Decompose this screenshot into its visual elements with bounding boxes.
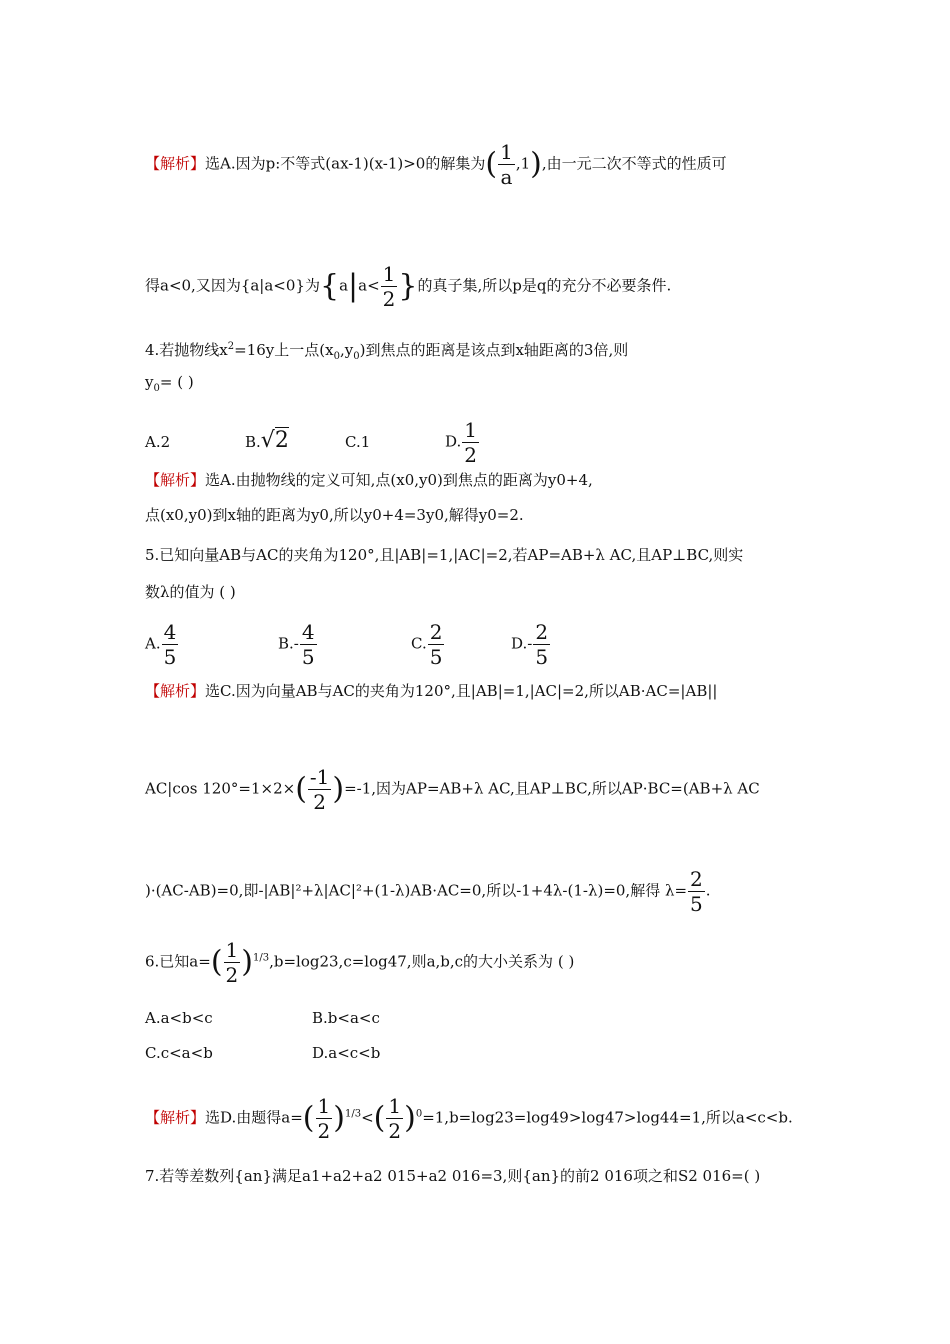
fraction (386, 1094, 403, 1143)
text: B. (245, 432, 261, 451)
paren: ( (210, 944, 223, 980)
subscript: 0 (153, 383, 160, 394)
denominator: 5 (690, 892, 703, 916)
solution-tag: 【解析】 (145, 682, 206, 700)
q7-stem (145, 1166, 760, 1186)
text: D. (445, 432, 462, 451)
numerator: 1 (225, 938, 239, 962)
fraction (498, 140, 515, 189)
numerator: 2 (429, 620, 443, 644)
q5-solution-line2 (145, 765, 760, 814)
numerator: 1 (464, 418, 477, 442)
q4-solution-line1 (145, 470, 593, 490)
subscript: 0 (353, 351, 360, 362)
q5-solution-line1 (145, 681, 717, 701)
text: 4.若抛物线x (145, 341, 228, 359)
denominator: 2 (382, 287, 396, 311)
fraction (300, 620, 317, 669)
option-c: C.1 (345, 432, 371, 451)
option-d: D.a<c<b (312, 1044, 381, 1062)
text: 选C.因为向量AB与AC的夹角为120°,且|AB|=1,|AC|=2,所以AB·AC=|AB|| (205, 682, 718, 700)
bar: | (348, 268, 359, 304)
q4-stem-line2 (145, 372, 194, 399)
q3-solution-line2 (145, 262, 671, 311)
numerator: -1 (309, 765, 330, 789)
text: D.- (511, 634, 533, 653)
text: < (361, 1108, 374, 1127)
option-b (245, 427, 345, 453)
text: ,由一元二次不等式的性质可 (541, 154, 727, 173)
brace: { (319, 268, 340, 304)
fraction (162, 620, 179, 669)
paren: ( (373, 1100, 386, 1136)
q6-solution (145, 1094, 793, 1143)
numerator: 1 (388, 1094, 402, 1118)
text: y (145, 373, 154, 391)
q6-stem (145, 938, 574, 987)
q3-solution-line1 (145, 140, 727, 189)
option-b (278, 620, 411, 669)
solution-tag: 【解析】 (145, 154, 206, 173)
paren: ( (302, 1100, 315, 1136)
solution-tag: 【解析】 (145, 1108, 206, 1127)
text: =-1,因为AP=AB+λ AC,且AP⊥BC,所以AP·BC=(AB+λ AC (344, 779, 760, 798)
q5-stem-line2 (145, 582, 236, 602)
sqrt-sign: √ (260, 427, 275, 453)
denominator: 2 (317, 1119, 331, 1143)
option-d (445, 418, 545, 467)
text: 5.已知向量AB与AC的夹角为120°,且|AB|=1,|AC|=2,若AP=AB+λ AC,且AP⊥BC,则实 (145, 546, 744, 564)
denominator: 5 (429, 645, 443, 669)
brace: } (398, 268, 418, 304)
fraction (316, 1094, 333, 1143)
option-b: B.b<a<c (312, 1009, 380, 1027)
fraction (224, 938, 241, 987)
text: 数λ的值为 ( ) (145, 583, 236, 601)
fraction (381, 262, 398, 311)
text: C. (411, 634, 427, 653)
q4-solution-line2 (145, 505, 524, 525)
solution-tag: 【解析】 (145, 471, 206, 489)
option-a: A.2 (145, 432, 171, 451)
text: ,y (339, 341, 354, 359)
option-c (411, 620, 511, 669)
option-a: A.a<b<c (145, 1009, 213, 1027)
denominator: 2 (225, 963, 239, 987)
denominator: 5 (163, 645, 177, 669)
text: ,b=log23,c=log47,则a,b,c的大小关系为 ( ) (269, 952, 575, 971)
text: a< (358, 276, 380, 295)
denominator: 2 (313, 790, 327, 814)
paren: ( (485, 146, 498, 182)
denominator: a (500, 165, 513, 189)
exponent: 0 (415, 1108, 423, 1120)
fraction (462, 418, 479, 467)
numerator: 1 (382, 262, 396, 286)
text: ,1 (515, 154, 531, 173)
fraction (308, 765, 331, 814)
text: A. (145, 634, 161, 653)
fraction (533, 620, 550, 669)
q4-stem (145, 337, 628, 367)
text: =16y上一点(x (234, 341, 334, 359)
fraction (688, 867, 705, 916)
text: 点(x0,y0)到x轴的距离为y0,所以y0+4=3y0,解得y0=2. (145, 506, 524, 524)
numerator: 4 (163, 620, 177, 644)
q5-options (145, 620, 611, 669)
text: )到焦点的距离是该点到x轴距离的3倍,则 (359, 341, 629, 359)
text: )·(AC-AB)=0,即-|AB|²+λ|AC|²+(1-λ)AB·AC=0,所以-1+4λ-(1-λ)=0,解得 λ= (145, 881, 688, 900)
paren: ) (333, 1100, 345, 1136)
subscript: 0 (333, 351, 340, 362)
exponent: 1/3 (344, 1108, 362, 1120)
text: 选A.因为p:不等式(ax-1)(x-1)>0的解集为 (205, 154, 486, 173)
superscript: 2 (227, 341, 235, 352)
paren: ) (404, 1100, 416, 1136)
paren: ( (295, 771, 307, 807)
text: 得a<0,又因为{a|a<0}为 (145, 276, 320, 295)
q4-options (145, 418, 545, 467)
q6-options-row1 (145, 1008, 380, 1028)
radicand: 2 (274, 427, 289, 453)
paren: ) (332, 771, 345, 807)
text: AC|cos 120°=1×2× (145, 779, 296, 798)
numerator: 2 (535, 620, 549, 644)
q5-solution-line3 (145, 867, 711, 916)
fraction (428, 620, 445, 669)
numerator: 2 (690, 867, 703, 891)
text: 选D.由题得a= (205, 1108, 303, 1127)
denominator: 2 (388, 1119, 402, 1143)
paren: ) (530, 146, 542, 182)
q6-options-row2 (145, 1043, 380, 1063)
text: B.- (278, 634, 299, 653)
denominator: 2 (464, 443, 477, 467)
text: = ( ) (159, 373, 194, 391)
paren: ) (241, 944, 253, 980)
text: a (339, 276, 349, 295)
text: . (705, 881, 711, 900)
option-a (145, 620, 278, 669)
numerator: 1 (317, 1094, 331, 1118)
option-d (511, 620, 611, 669)
q5-stem-line1 (145, 545, 743, 565)
text: 7.若等差数列{an}满足a1+a2+a2 015+a2 016=3,则{an}的前2 016项之和S2 016=( ) (145, 1167, 761, 1185)
numerator: 1 (500, 140, 513, 164)
text: 的真子集,所以p是q的充分不必要条件. (417, 276, 672, 295)
exponent: 1/3 (253, 952, 270, 964)
text: 选A.由抛物线的定义可知,点(x0,y0)到焦点的距离为y0+4, (205, 471, 593, 489)
denominator: 5 (535, 645, 549, 669)
denominator: 5 (301, 645, 315, 669)
numerator: 4 (301, 620, 315, 644)
text: =1,b=log23=log49>log47>log44=1,所以a<c<b. (422, 1108, 793, 1127)
text: 6.已知a= (145, 952, 211, 971)
option-c: C.c<a<b (145, 1044, 213, 1062)
